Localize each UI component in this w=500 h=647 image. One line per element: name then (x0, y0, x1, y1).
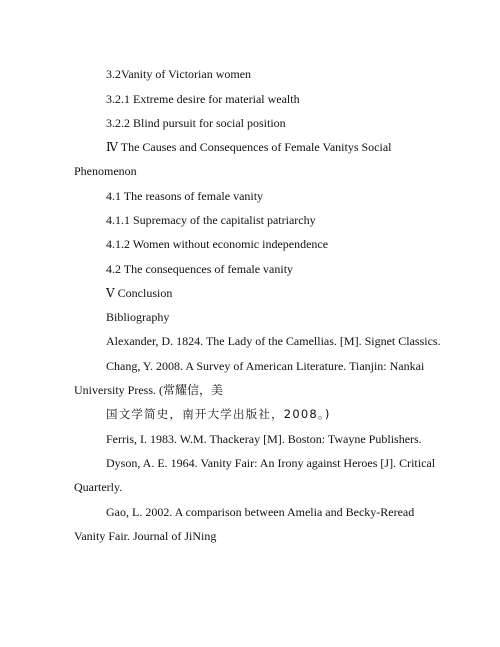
bibliography-entry-gao: Gao, L. 2002. A comparison between Amelia and Becky-Reread (106, 505, 415, 519)
bibliography-entry-chang: Chang, Y. 2008. A Survey of American Literature. Tianjin: Nankai (106, 359, 425, 373)
toc-entry-3-2-1: 3.2.1 Extreme desire for material wealth (106, 92, 300, 106)
toc-entry-4-1: 4.1 The reasons of female vanity (106, 189, 264, 203)
toc-entry-4-1-2: 4.1.2 Women without economic independence (106, 237, 329, 251)
bibliography-entry-gao-cont: Vanity Fair. Journal of JiNing (74, 529, 217, 543)
bibliography-entry-alexander: Alexander, D. 1824. The Lady of the Camellias. [M]. Signet Classics. (106, 334, 441, 348)
toc-entry-3-2: 3.2Vanity of Victorian women (106, 67, 252, 81)
bibliography-entry-dyson: Dyson, A. E. 1964. Vanity Fair: An Irony against Heroes [J]. Critical (106, 456, 436, 470)
toc-entry-4-1-1: 4.1.1 Supremacy of the capitalist patriarchy (106, 213, 316, 227)
toc-entry-chapter-5: Ⅴ Conclusion (106, 286, 173, 300)
toc-entry-chapter-4-cont: Phenomenon (74, 164, 137, 178)
toc-entry-chapter-4: Ⅳ The Causes and Consequences of Female Vanitys Social (106, 140, 392, 154)
bibliography-entry-chang-cjk: 国文学简史，南开大学出版社，2008。) (106, 407, 331, 421)
bibliography-entry-ferris: Ferris, I. 1983. W.M. Thackeray [M]. Boston: Twayne Publishers. (106, 432, 422, 446)
bibliography-heading: Bibliography (106, 310, 170, 324)
bibliography-entry-dyson-cont: Quarterly. (74, 480, 123, 494)
toc-entry-4-2: 4.2 The consequences of female vanity (106, 262, 294, 276)
bibliography-entry-chang-cont: University Press. (常耀信，美 (74, 383, 223, 397)
toc-entry-3-2-2: 3.2.2 Blind pursuit for social position (106, 116, 286, 130)
